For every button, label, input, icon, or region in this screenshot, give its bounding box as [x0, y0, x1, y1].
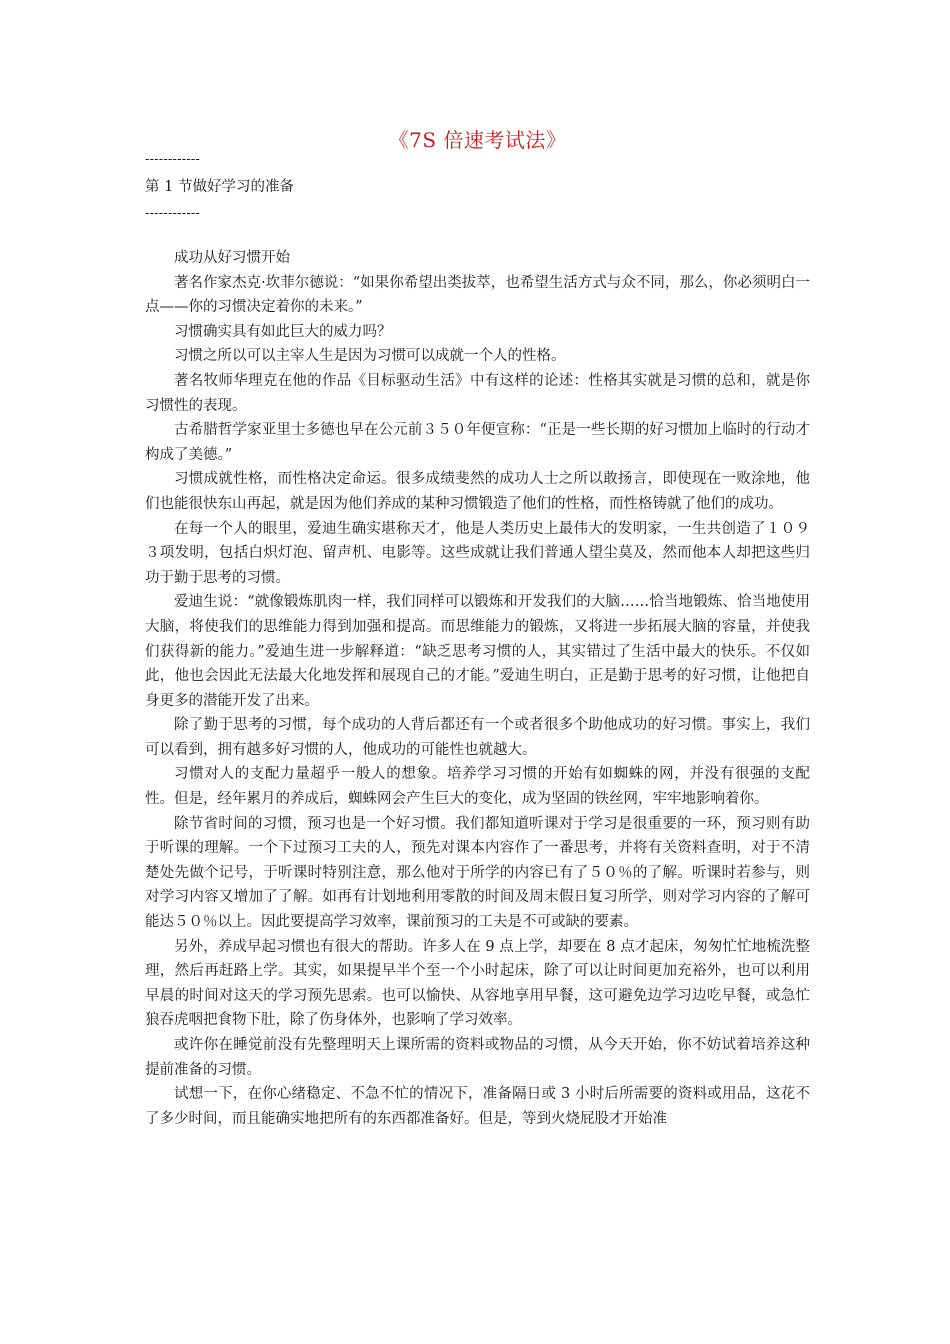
paragraph: 另外，养成早起习惯也有很大的帮助。许多人在 9 点上学，却要在 8 点才起床，匆匆忙忙地梳洗整理，然后再赶路上学。其实，如果提早半个至一个小时起床，除了可以让时间更加充裕外，也可以利用早晨的时间对这天的学习预先思索。也可以愉快、从容地享用早餐，这可避免边学习边吃早餐，或急忙狼吞虎咽把食物下肚，除了伤身体外，也影响了学习效率。	[145, 938, 810, 1029]
paragraph: 除了勤于思考的习惯，每个成功的人背后都还有一个或者很多个助他成功的好习惯。事实上，我们可以看到，拥有越多好习惯的人，他成功的可能性也就越大。	[145, 717, 810, 758]
paragraph: 习惯之所以可以主宰人生是因为习惯可以成就一个人的性格。	[174, 348, 566, 365]
paragraph: 古希腊哲学家亚里士多德也早在公元前３５０年便宣称：“正是一些长期的好习惯加上临时的行动才构成了美德。”	[145, 422, 810, 463]
separator-rule-bottom: ------------	[145, 206, 201, 221]
paragraph: 爱迪生说：“就像锻炼肌肉一样，我们同样可以锻炼和开发我们的大脑……恰当地锻炼、恰当地使用大脑，将使我们的思维能力得到加强和提高。而思维能力的锻炼，又将进一步拓展大脑的容量，并使我们获得新的能力。”爱迪生进一步解释道：“缺乏思考习惯的人，其实错过了生活中最大的快乐。不仅如此，他也会因此无法最大化地发挥和展现自己的才能。”爱迪生明白，正是勤于思考的好习惯，让他把自身更多的潜能开发了出来。	[145, 594, 810, 709]
paragraph: 或许你在睡觉前没有先整理明天上课所需的资料或物品的习惯，从今天开始，你不妨试着培养这种提前准备的习惯。	[145, 1037, 810, 1078]
paragraph: 除节省时间的习惯，预习也是一个好习惯。我们都知道听课对于学习是很重要的一环，预习则有助于听课的理解。一个下过预习工夫的人，预先对课本内容作了一番思考，并将有关资料查明，对于不清楚处先做个记号，于听课时特别注意，那么他对于所学的内容已有了５０％的了解。听课时若参与，则对学习内容又增加了了解。如再有计划地利用零散的时间及周末假日复习所学，则对学习内容的了解可能达５０％以上。因此要提高学习效率，课前预习的工夫是不可或缺的要素。	[145, 815, 810, 931]
separator-rule-top: ------------	[145, 152, 201, 167]
paragraph: 试想一下，在你心绪稳定、不急不忙的情况下，准备隔日或 3 小时后所需要的资料或用品，这花不了多少时间，而且能确实地把所有的东西都准备好。但是，等到火烧屁股才开始准	[145, 1086, 810, 1127]
paragraph: 著名作家杰克·坎菲尔德说：“如果你希望出类拔萃，也希望生活方式与众不同，那么，你必须明白一点——你的习惯决定着你的未来。”	[145, 274, 810, 316]
paragraph-subheading: 成功从好习惯开始	[174, 250, 290, 266]
paragraph: 在每一个人的眼里，爱迪生确实堪称天才，他是人类历史上最伟大的发明家，一生共创造了１０９３项发明，包括白炽灯泡、留声机、电影等。这些成就让我们普通人望尘莫及，然而他本人却把这些归功于勤于思考的习惯。	[145, 520, 810, 586]
paragraph: 习惯成就性格，而性格决定命运。很多成绩斐然的成功人士之所以敢扬言，即使现在一败涂地，他们也能很快东山再起，就是因为他们养成的某种习惯锻造了他们的性格，而性格铸就了他们的成功。	[145, 471, 810, 512]
document-title: 《7S 倍速考试法》	[388, 128, 567, 152]
paragraph: 习惯对人的支配力量超乎一般人的想象。培养学习习惯的开始有如蜘蛛的网，并没有很强的支配性。但是，经年累月的养成后，蜘蛛网会产生巨大的变化，成为坚固的铁丝网，牢牢地影响着你。	[145, 766, 810, 808]
section-heading: 第 1 节做好学习的准备	[145, 179, 294, 195]
body-text	[145, 246, 810, 1131]
paragraph: 著名牧师华理克在他的作品《目标驱动生活》中有这样的论述：性格其实就是习惯的总和，就是你习惯性的表现。	[145, 372, 810, 414]
paragraph: 习惯确实具有如此巨大的威力吗？	[174, 323, 392, 340]
